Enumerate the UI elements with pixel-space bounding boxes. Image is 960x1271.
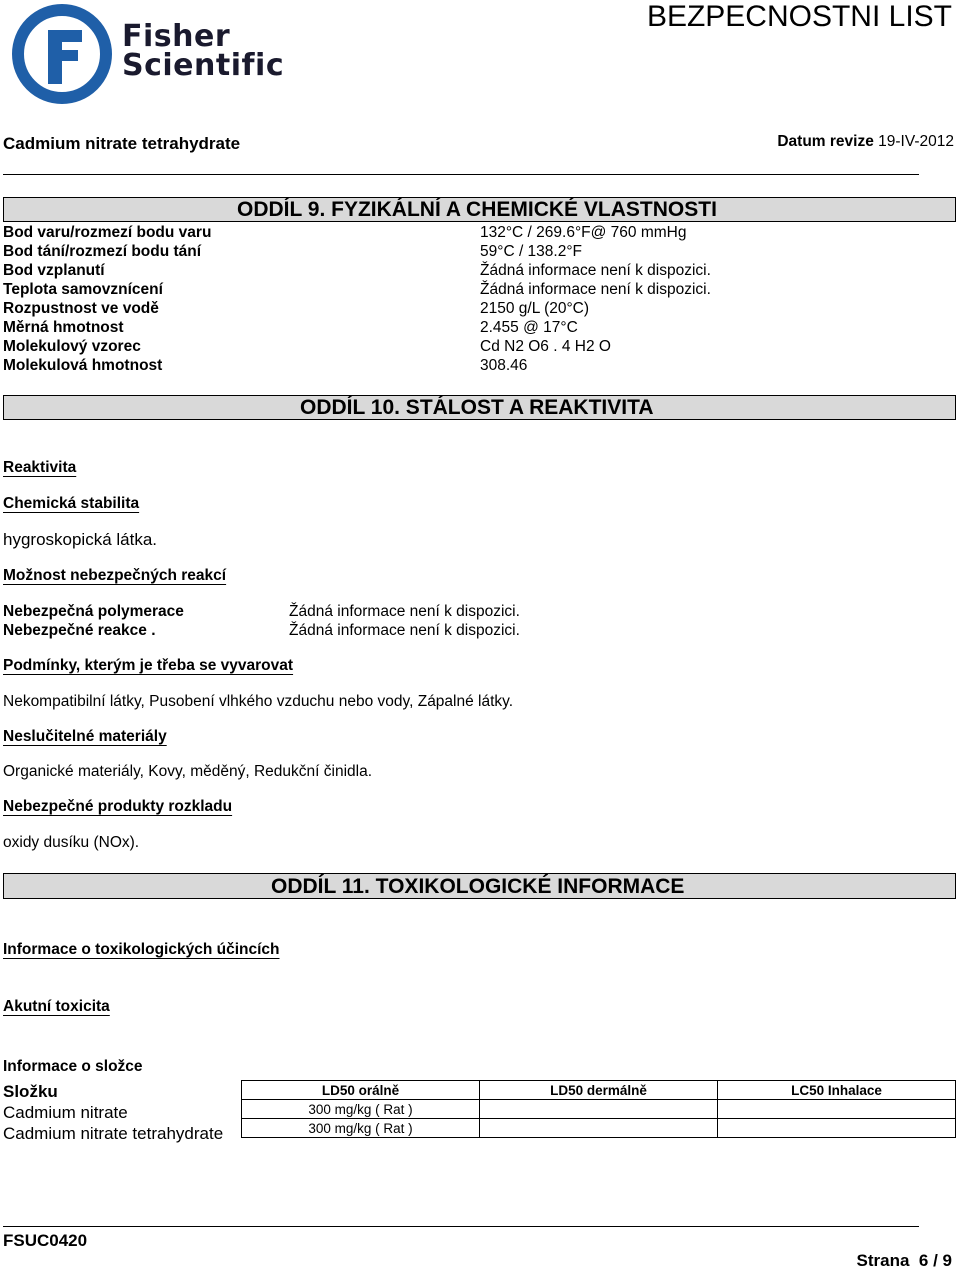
table-cell: 300 mg/kg ( Rat ) [242, 1119, 480, 1138]
section11-title: ODDÍL 11. TOXIKOLOGICKÉ INFORMACE [271, 875, 685, 898]
table-row [242, 1119, 956, 1138]
property-row [3, 223, 953, 242]
property-row [3, 337, 953, 356]
property-label: Bod tání/rozmezí bodu tání [3, 243, 202, 260]
polymerization-label: Nebezpečná polymerace [3, 603, 184, 620]
stability-text: hygroskopická látka. [3, 530, 158, 549]
property-label: Molekulový vzorec [3, 338, 141, 355]
document-title: BEZPECNOSTNI LIST [646, 0, 952, 33]
property-label: Měrná hmotnost [3, 319, 124, 336]
toxicity-table [241, 1080, 956, 1138]
conditions-heading: Podmínky, kterým je třeba se vyvarovat [3, 657, 294, 674]
table-cell [480, 1100, 718, 1119]
incompatible-heading: Neslučitelné materiály [3, 728, 167, 745]
column-header: LD50 dermálně [480, 1081, 718, 1100]
component-name: Cadmium nitrate [3, 1103, 128, 1122]
brand-line1: Fisher [122, 19, 231, 54]
properties-table [0, 223, 960, 375]
acute-toxicity-heading: Akutní toxicita [3, 998, 110, 1015]
header-divider [3, 174, 919, 175]
product-name: Cadmium nitrate tetrahydrate [3, 134, 241, 153]
property-label: Bod varu/rozmezí bodu varu [3, 224, 212, 241]
section9-header [3, 197, 956, 222]
property-row [3, 280, 953, 299]
table-cell [480, 1119, 718, 1138]
section10-title: ODDÍL 10. STÁLOST A REAKTIVITA [300, 396, 654, 419]
property-row [3, 318, 953, 337]
brand-line2: Scientific [122, 48, 285, 83]
property-value: Žádná informace není k dispozici. [480, 281, 711, 298]
property-label: Rozpustnost ve vodě [3, 300, 159, 317]
table-cell: 300 mg/kg ( Rat ) [242, 1100, 480, 1119]
column-header: LD50 orálně [242, 1081, 480, 1100]
tox-effects-heading: Informace o toxikologických účincích [3, 941, 280, 958]
page-label: Strana [856, 1251, 910, 1270]
brand-name [122, 19, 285, 83]
section11-header [3, 873, 956, 899]
polymerization-value: Žádná informace není k dispozici. [289, 603, 520, 620]
stability-heading: Chemická stabilita [3, 495, 140, 512]
revision-info [777, 133, 954, 151]
property-label: Teplota samovznícení [3, 281, 163, 298]
reactions-value: Žádná informace není k dispozici. [289, 622, 520, 639]
fisher-logo-icon [12, 4, 112, 104]
property-label: Bod vzplanutí [3, 262, 105, 279]
property-row [3, 299, 953, 318]
property-value: 132°C / 269.6°F@ 760 mmHg [480, 224, 687, 241]
component-header: Složku [3, 1082, 58, 1101]
table-header-row [242, 1081, 956, 1100]
page-number [857, 1251, 952, 1271]
conditions-text: Nekompatibilní látky, Pusobení vlhkého vzduchu nebo vody, Zápalné látky. [3, 693, 514, 710]
section9-title: ODDÍL 9. FYZIKÁLNÍ A CHEMICKÉ VLASTNOSTI [237, 198, 717, 221]
property-value: 2.455 @ 17°C [480, 319, 578, 336]
property-value: 308.46 [480, 357, 528, 374]
hazardous-reactions-heading: Možnost nebezpečných reakcí [3, 567, 227, 584]
document-code: FSUC0420 [3, 1231, 88, 1250]
component-list [3, 1081, 223, 1144]
table-row [242, 1100, 956, 1119]
property-label: Molekulová hmotnost [3, 357, 163, 374]
property-value: Cd N2 O6 . 4 H2 O [480, 338, 611, 355]
property-row [3, 242, 953, 261]
page-value: 6 / 9 [918, 1251, 952, 1270]
components-heading: Informace o složce [3, 1058, 143, 1075]
footer-divider [3, 1226, 919, 1227]
decomposition-heading: Nebezpečné produkty rozkladu [3, 798, 233, 815]
reactivity-heading: Reaktivita [3, 459, 77, 476]
section10-header [3, 395, 956, 420]
revision-date: 19-IV-2012 [878, 133, 954, 150]
decomposition-text: oxidy dusíku (NOx). [3, 834, 140, 851]
table-cell [718, 1119, 956, 1138]
property-value: Žádná informace není k dispozici. [480, 262, 711, 279]
brand-logo [4, 0, 284, 108]
property-row [3, 356, 953, 375]
property-value: 59°C / 138.2°F [480, 243, 583, 260]
table-cell [718, 1100, 956, 1119]
reactions-label: Nebezpečné reakce . [3, 622, 156, 639]
component-name: Cadmium nitrate tetrahydrate [3, 1124, 224, 1143]
incompatible-text: Organické materiály, Kovy, měděný, Redukční činidla. [3, 763, 373, 780]
property-value: 2150 g/L (20°C) [480, 300, 590, 317]
column-header: LC50 Inhalace [718, 1081, 956, 1100]
property-row [3, 261, 953, 280]
revision-label: Datum revize [777, 133, 874, 150]
